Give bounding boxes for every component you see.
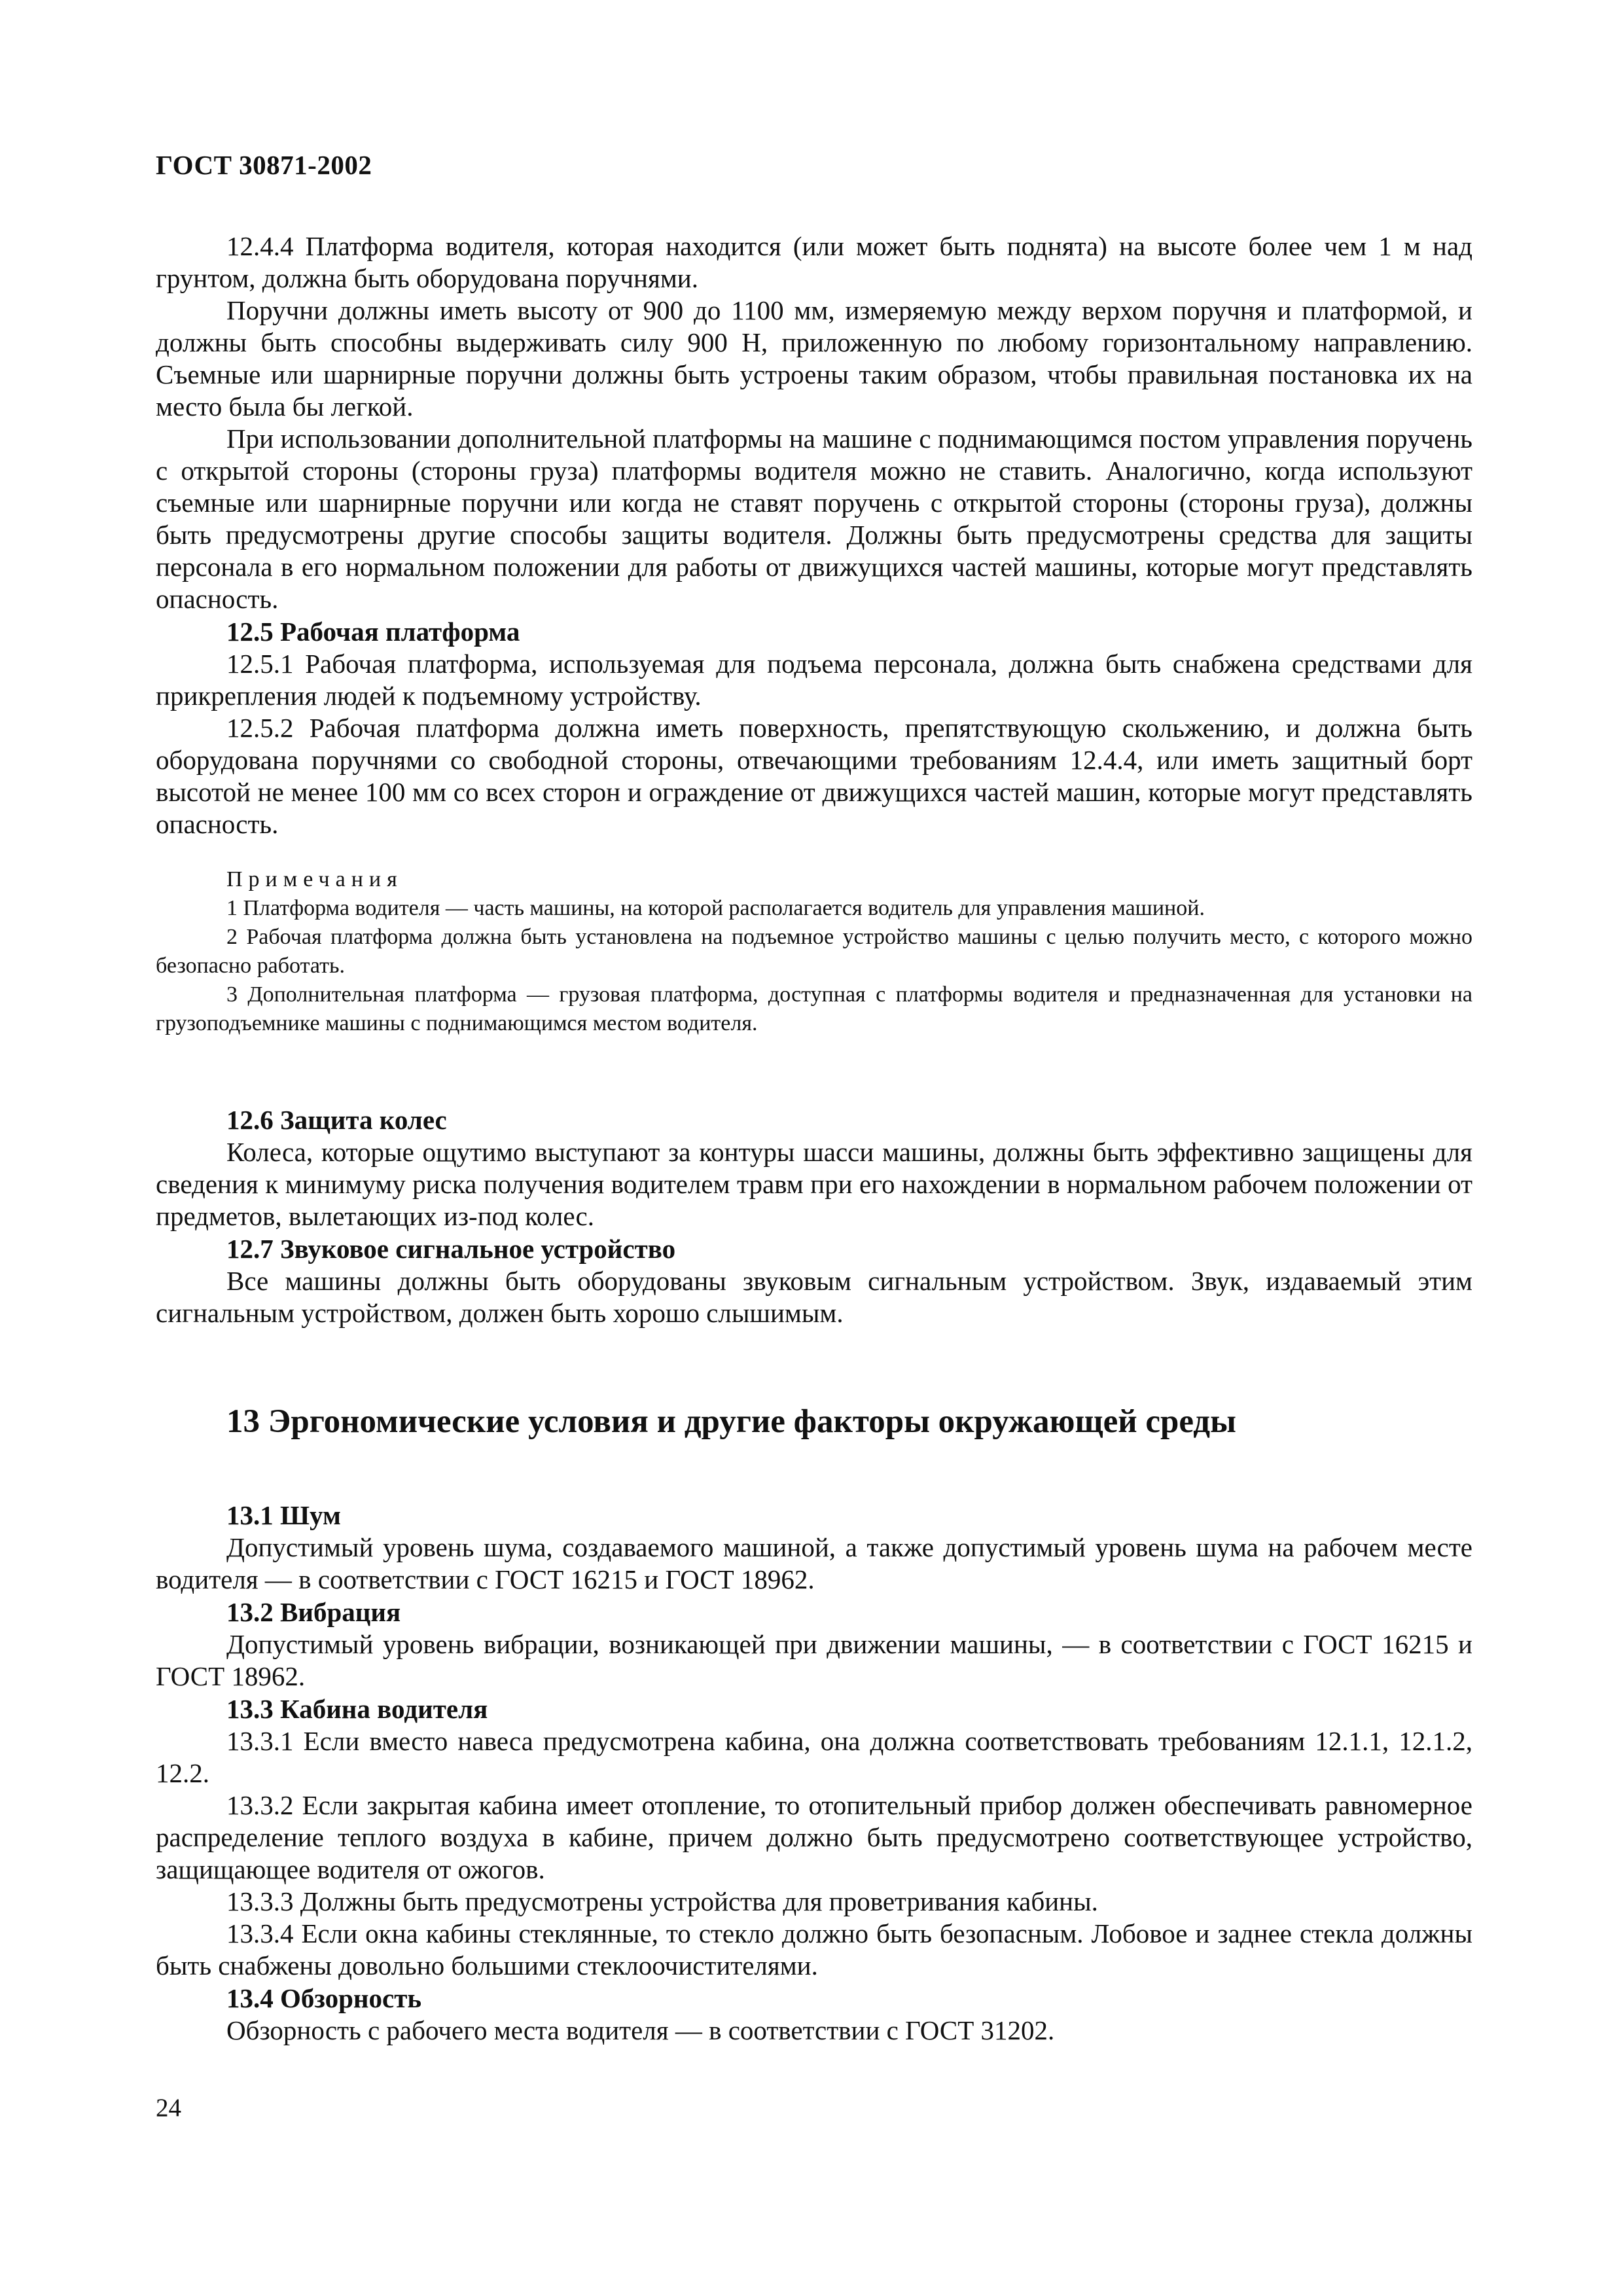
section-13-body bbox=[156, 1499, 1472, 2047]
paragraph: 13.3.4 Если окна кабины стеклянные, то стекло должно быть безопасным. Лобовое и заднее стекла должны быть снабжены довольно большими стеклоочистителями. bbox=[156, 1918, 1472, 1981]
paragraph: 13.3.3 Должны быть предусмотрены устройства для проветривания кабины. bbox=[226, 1886, 1098, 1916]
notes-block bbox=[156, 865, 1472, 1038]
subheading-12-6: 12.6 Защита колес bbox=[226, 1105, 447, 1135]
paragraph: При использовании дополнительной платформы на машине с поднимающимся постом управления поручень с открытой стороны (стороны груза) платформы водителя можно не ставить. Аналогично, когда используют съемные или шарнирные поручни или когда не ставят поручень с открытой стороны (стороны груза), должны быть предусмотрены другие способы защиты водителя. Должны быть предусмотрены средства для защиты персонала в его нормальном положении для работы от движущихся частей машины, которые могут представлять опасность. bbox=[156, 423, 1472, 614]
subheading-13-2: 13.2 Вибрация bbox=[226, 1597, 401, 1627]
paragraph: 12.4.4 Платформа водителя, которая находится (или может быть поднята) на высоте более чем 1 м над грунтом, должна быть оборудована поручнями. bbox=[156, 231, 1472, 293]
note-item: 3 Дополнительная платформа — грузовая платформа, доступная с платформы водителя и предназначенная для установки на грузоподъемнике машины с поднимающимся местом водителя. bbox=[156, 982, 1472, 1035]
paragraph: 13.3.2 Если закрытая кабина имеет отопление, то отопительный прибор должен обеспечивать равномерное распределение теплого воздуха в кабине, причем должно быть предусмотрено соответствующее устройство, защищающее водителя от ожогов. bbox=[156, 1790, 1472, 1884]
document-header: ГОСТ 30871-2002 bbox=[156, 150, 372, 180]
paragraph: 13.3.1 Если вместо навеса предусмотрена кабина, она должна соответствовать требованиям 12.1.1, 12.1.2, 12.2. bbox=[156, 1726, 1472, 1788]
page-number: 24 bbox=[156, 2094, 181, 2122]
paragraph: Колеса, которые ощутимо выступают за контуры шасси машины, должны быть эффективно защищены для сведения к минимуму риска получения водителем травм при его нахождении в нормальном рабочем положении от предметов, вылетающих из-под колес. bbox=[156, 1137, 1472, 1231]
notes-title: Примечания bbox=[226, 867, 403, 891]
paragraph: Допустимый уровень вибрации, возникающей при движении машины, — в соответствии с ГОСТ 16215 и ГОСТ 18962. bbox=[156, 1629, 1472, 1691]
subheading-12-5: 12.5 Рабочая платформа bbox=[226, 617, 520, 647]
section-12-6-12-7 bbox=[156, 1103, 1472, 1329]
paragraph: Поручни должны иметь высоту от 900 до 1100 мм, измеряемую между верхом поручня и платформой, и должны быть способны выдерживать силу 900 Н, приложенную по любому горизонтальному направлению. Съемные или шарнирные поручни должны быть устроены таким образом, чтобы правильная постановка их на место была бы легкой. bbox=[156, 295, 1472, 422]
subheading-13-1: 13.1 Шум bbox=[226, 1500, 341, 1530]
paragraph: Все машины должны быть оборудованы звуковым сигнальным устройством. Звук, издаваемый этим сигнальным устройством, должен быть хорошо слышимым. bbox=[156, 1266, 1472, 1328]
paragraph: Допустимый уровень шума, создаваемого машиной, а также допустимый уровень шума на рабочем месте водителя — в соответствии с ГОСТ 16215 и ГОСТ 18962. bbox=[156, 1532, 1472, 1594]
section-13-title-block bbox=[156, 1402, 1472, 1441]
note-item: 2 Рабочая платформа должна быть установлена на подъемное устройство машины с целью получить место, с которого можно безопасно работать. bbox=[156, 925, 1472, 978]
subheading-13-4: 13.4 Обзорность bbox=[226, 1983, 422, 2013]
paragraph: 12.5.1 Рабочая платформа, используемая для подъема персонала, должна быть снабжена средствами для прикрепления людей к подъемному устройству. bbox=[156, 649, 1472, 711]
subheading-12-7: 12.7 Звуковое сигнальное устройство bbox=[226, 1234, 676, 1264]
section-title-13: 13 Эргономические условия и другие факторы окружающей среды bbox=[226, 1403, 1236, 1440]
subheading-13-3: 13.3 Кабина водителя bbox=[226, 1694, 488, 1724]
paragraph: 12.5.2 Рабочая платформа должна иметь поверхность, препятствующую скольжению, и должна быть оборудована поручнями со свободной стороны, отвечающими требованиям 12.4.4, или иметь защитный борт высотой не менее 100 мм со всех сторон и ограждение от движущихся частей машин, которые могут представлять опасность. bbox=[156, 713, 1472, 839]
note-item: 1 Платформа водителя — часть машины, на которой располагается водитель для управления машиной. bbox=[226, 896, 1205, 920]
paragraph: Обзорность с рабочего места водителя — в соответствии с ГОСТ 31202. bbox=[226, 2015, 1055, 2045]
section-12-4-4 bbox=[156, 230, 1472, 840]
